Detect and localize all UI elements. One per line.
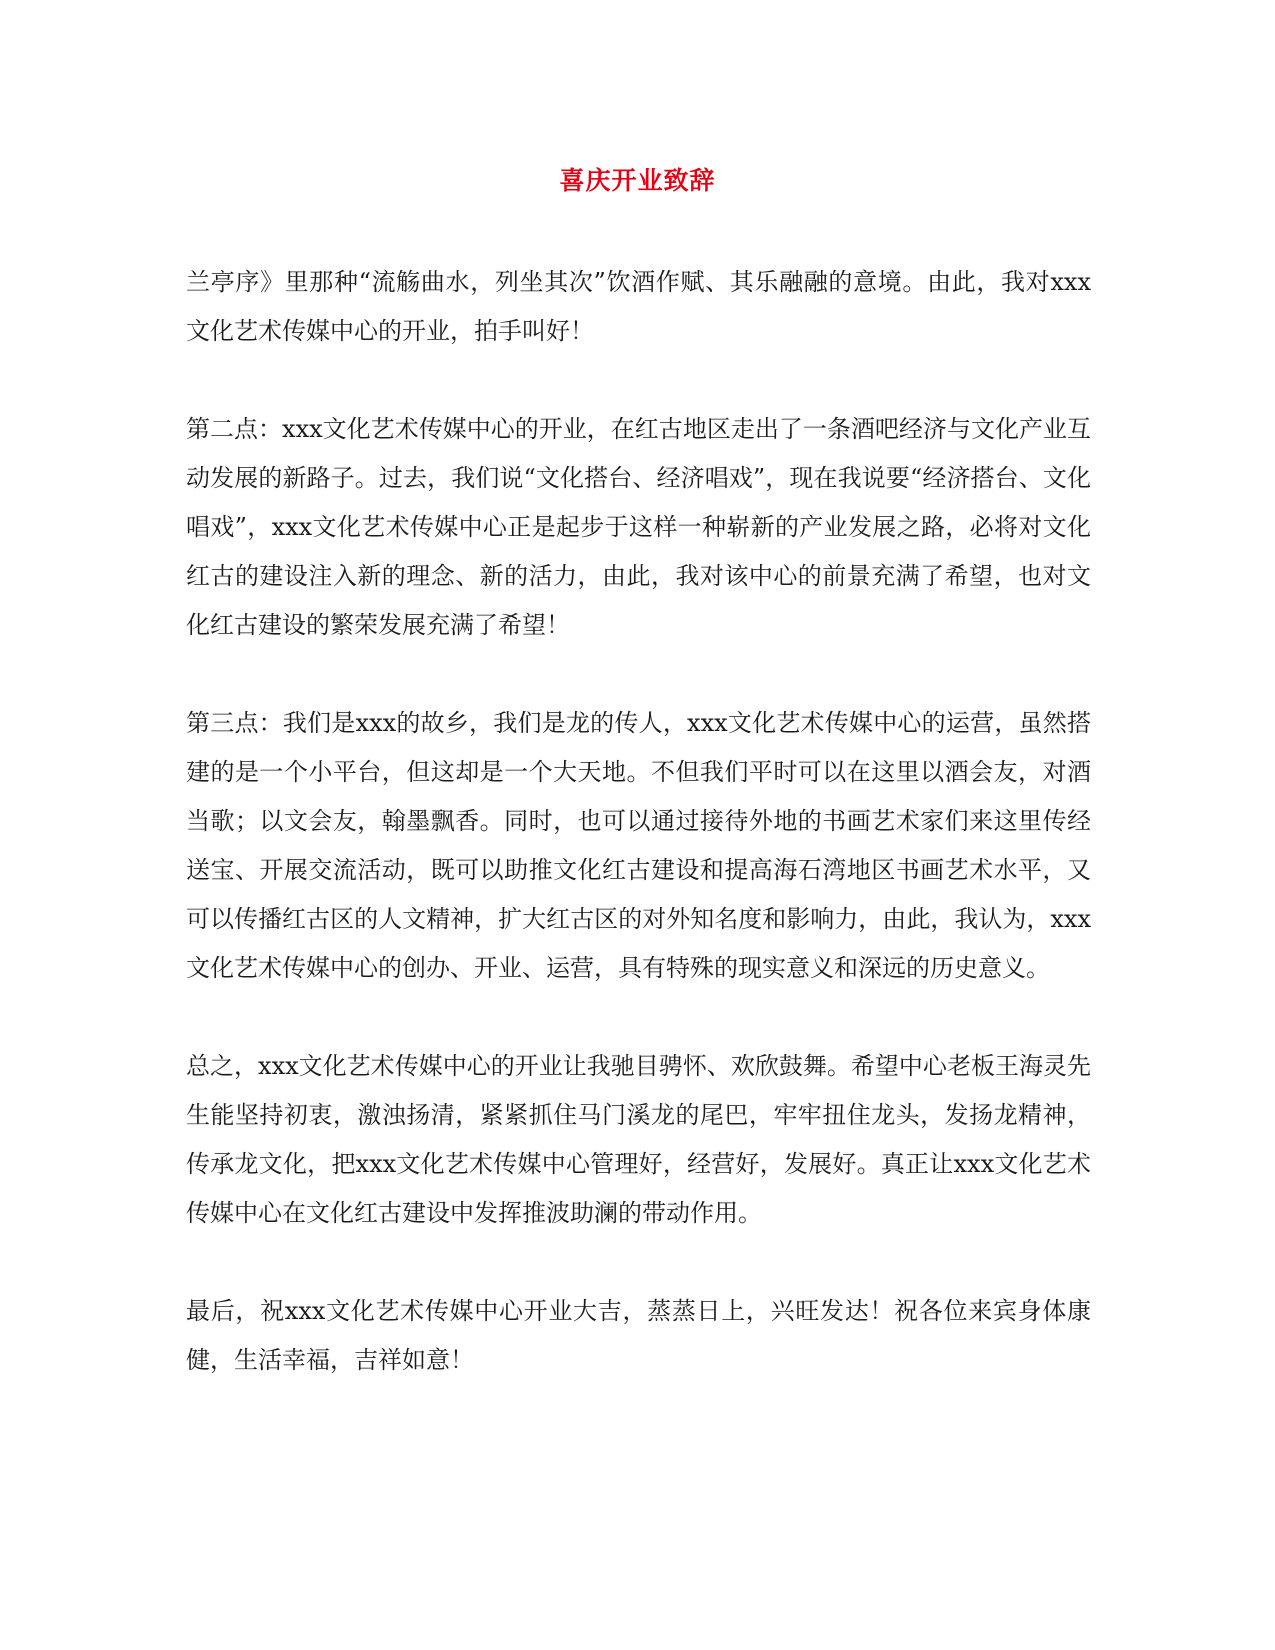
document-body	[186, 258, 1091, 1434]
paragraph-3: 第三点：我们是xxx的故乡，我们是龙的传人，xxx文化艺术传媒中心的运营，虽然搭建的是一个小平台，但这却是一个大天地。不但我们平时可以在这里以酒会友，对酒当歌；以文会友，翰墨飘香。同时，也可以通过接待外地的书画艺术家们来这里传经送宝、开展交流活动，既可以助推文化红古建设和提高海石湾地区书画艺术水平，又可以传播红古区的人文精神，扩大红古区的对外知名度和影响力，由此，我认为，xxx文化艺术传媒中心的创办、开业、运营，具有特殊的现实意义和深远的历史意义。	[186, 709, 1091, 982]
paragraph-2: 第二点：xxx文化艺术传媒中心的开业，在红古地区走出了一条酒吧经济与文化产业互动发展的新路子。过去，我们说“文化搭台、经济唱戏”，现在我说要“经济搭台、文化唱戏”，xxx文化艺术传媒中心正是起步于这样一种崭新的产业发展之路，必将对文化红古的建设注入新的理念、新的活力，由此，我对该中心的前景充满了希望，也对文化红古建设的繁荣发展充满了希望！	[186, 415, 1091, 639]
paragraph-5: 最后，祝xxx文化艺术传媒中心开业大吉，蒸蒸日上，兴旺发达！祝各位来宾身体康健，生活幸福，吉祥如意！	[186, 1297, 1091, 1374]
paragraph-4: 总之，xxx文化艺术传媒中心的开业让我驰目骋怀、欢欣鼓舞。希望中心老板王海灵先生能坚持初衷，激浊扬清，紧紧抓住马门溪龙的尾巴，牢牢扭住龙头，发扬龙精神，传承龙文化，把xxx文化艺术传媒中心管理好，经营好，发展好。真正让xxx文化艺术传媒中心在文化红古建设中发挥推波助澜的带动作用。	[186, 1052, 1091, 1227]
paragraph-1: 兰亭序》里那种“流觞曲水，列坐其次”饮酒作赋、其乐融融的意境。由此，我对xxx文化艺术传媒中心的开业，拍手叫好！	[186, 268, 1091, 345]
document-title: 喜庆开业致辞	[559, 166, 716, 195]
